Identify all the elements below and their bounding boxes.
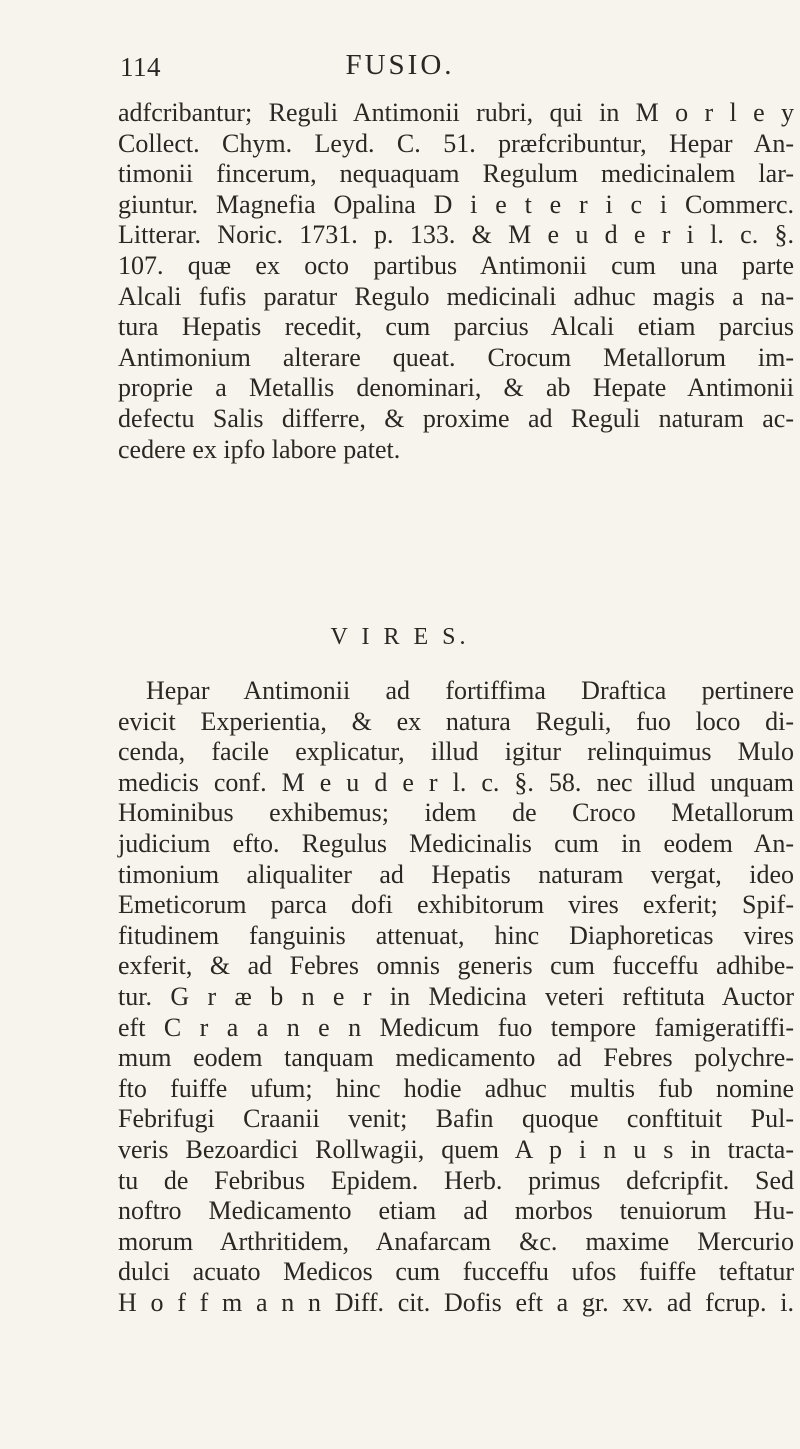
text-line: veris Bezoardici Rollwagii, quem A p i n u s in tracta- bbox=[118, 1134, 794, 1164]
text-line: fto fuiffe ufum; hinc hodie adhuc multis fub nomine bbox=[118, 1073, 794, 1103]
page-number: 114 bbox=[120, 52, 161, 82]
text-line: Collect. Chym. Leyd. C. 51. præfcribuntur, Hepar An- bbox=[118, 128, 794, 158]
text-line: cenda, facile explicatur, illud igitur relinquimus Mulo bbox=[118, 737, 794, 767]
paragraph-2 bbox=[118, 676, 794, 1318]
text-line: tu de Febribus Epidem. Herb. primus defcripfit. Sed bbox=[118, 1165, 794, 1195]
text-line: proprie a Metallis denominari, & ab Hepate Antimonii bbox=[118, 373, 794, 403]
text-line: H o f f m a n n Diff. cit. Dofis eft a gr. xv. ad fcrup. i. bbox=[118, 1287, 794, 1317]
text-line: exferit, & ad Febres omnis generis cum fucceffu adhibe- bbox=[118, 951, 794, 981]
running-title: FUSIO. bbox=[345, 49, 455, 81]
text-line: 107. quæ ex octo partibus Antimonii cum una parte bbox=[118, 250, 794, 280]
text-line: Hominibus exhibemus; idem de Croco Metallorum bbox=[118, 798, 794, 828]
page-header bbox=[0, 49, 800, 92]
text-line: timonium aliqualiter ad Hepatis naturam vergat, ideo bbox=[118, 859, 794, 889]
text-line: tura Hepatis recedit, cum parcius Alcali etiam parcius bbox=[118, 312, 794, 342]
text-line: medicis conf. M e u d e r l. c. §. 58. nec illud unquam bbox=[118, 767, 794, 797]
paragraph-1 bbox=[118, 98, 794, 465]
text-line: noftro Medicamento etiam ad morbos tenuiorum Hu- bbox=[118, 1196, 794, 1226]
text-line: Febrifugi Craanii venit; Bafin quoque conftituit Pul- bbox=[118, 1104, 794, 1134]
text-line: adfcribantur; Reguli Antimonii rubri, qui in M o r l e y bbox=[118, 98, 794, 127]
text-line: mum eodem tanquam medicamento ad Febres polychre- bbox=[118, 1043, 794, 1073]
text-line: timonii fincerum, nequaquam Regulum medicinalem lar- bbox=[118, 159, 794, 189]
text-line: morum Arthritidem, Anafarcam &c. maxime Mercurio bbox=[118, 1226, 794, 1256]
text-line: tur. G r æ b n e r in Medicina veteri reftituta Auctor bbox=[118, 981, 794, 1011]
text-line: Antimonium alterare queat. Crocum Metallorum im- bbox=[118, 342, 794, 372]
text-line: Emeticorum parca dofi exhibitorum vires exferit; Spif- bbox=[118, 890, 794, 920]
text-line: fitudinem fanguinis attenuat, hinc Diaphoreticas vires bbox=[118, 920, 794, 950]
text-line: Hepar Antimonii ad fortiffima Draftica pertinere bbox=[146, 676, 794, 705]
section-heading: V I R E S. bbox=[330, 624, 470, 650]
text-line: eft C r a a n e n Medicum fuo tempore famigeratiffi- bbox=[118, 1012, 794, 1042]
text-line: judicium efto. Regulus Medicinalis cum in eodem An- bbox=[118, 828, 794, 858]
text-line: giuntur. Magnefia Opalina D i e t e r i c i Commerc. bbox=[118, 189, 794, 219]
text-line: evicit Experientia, & ex natura Reguli, fuo loco di- bbox=[118, 706, 794, 736]
text-line: dulci acuato Medicos cum fucceffu ufos fuiffe teftatur bbox=[118, 1257, 794, 1287]
text-line: Litterar. Noric. 1731. p. 133. & M e u d e r i l. c. §. bbox=[118, 220, 794, 250]
text-line: Alcali fufis paratur Regulo medicinali adhuc magis a na- bbox=[118, 281, 794, 311]
text-line: cedere ex ipfo labore patet. bbox=[118, 434, 401, 464]
text-line: defectu Salis differre, & proxime ad Reguli naturam ac- bbox=[118, 403, 794, 433]
